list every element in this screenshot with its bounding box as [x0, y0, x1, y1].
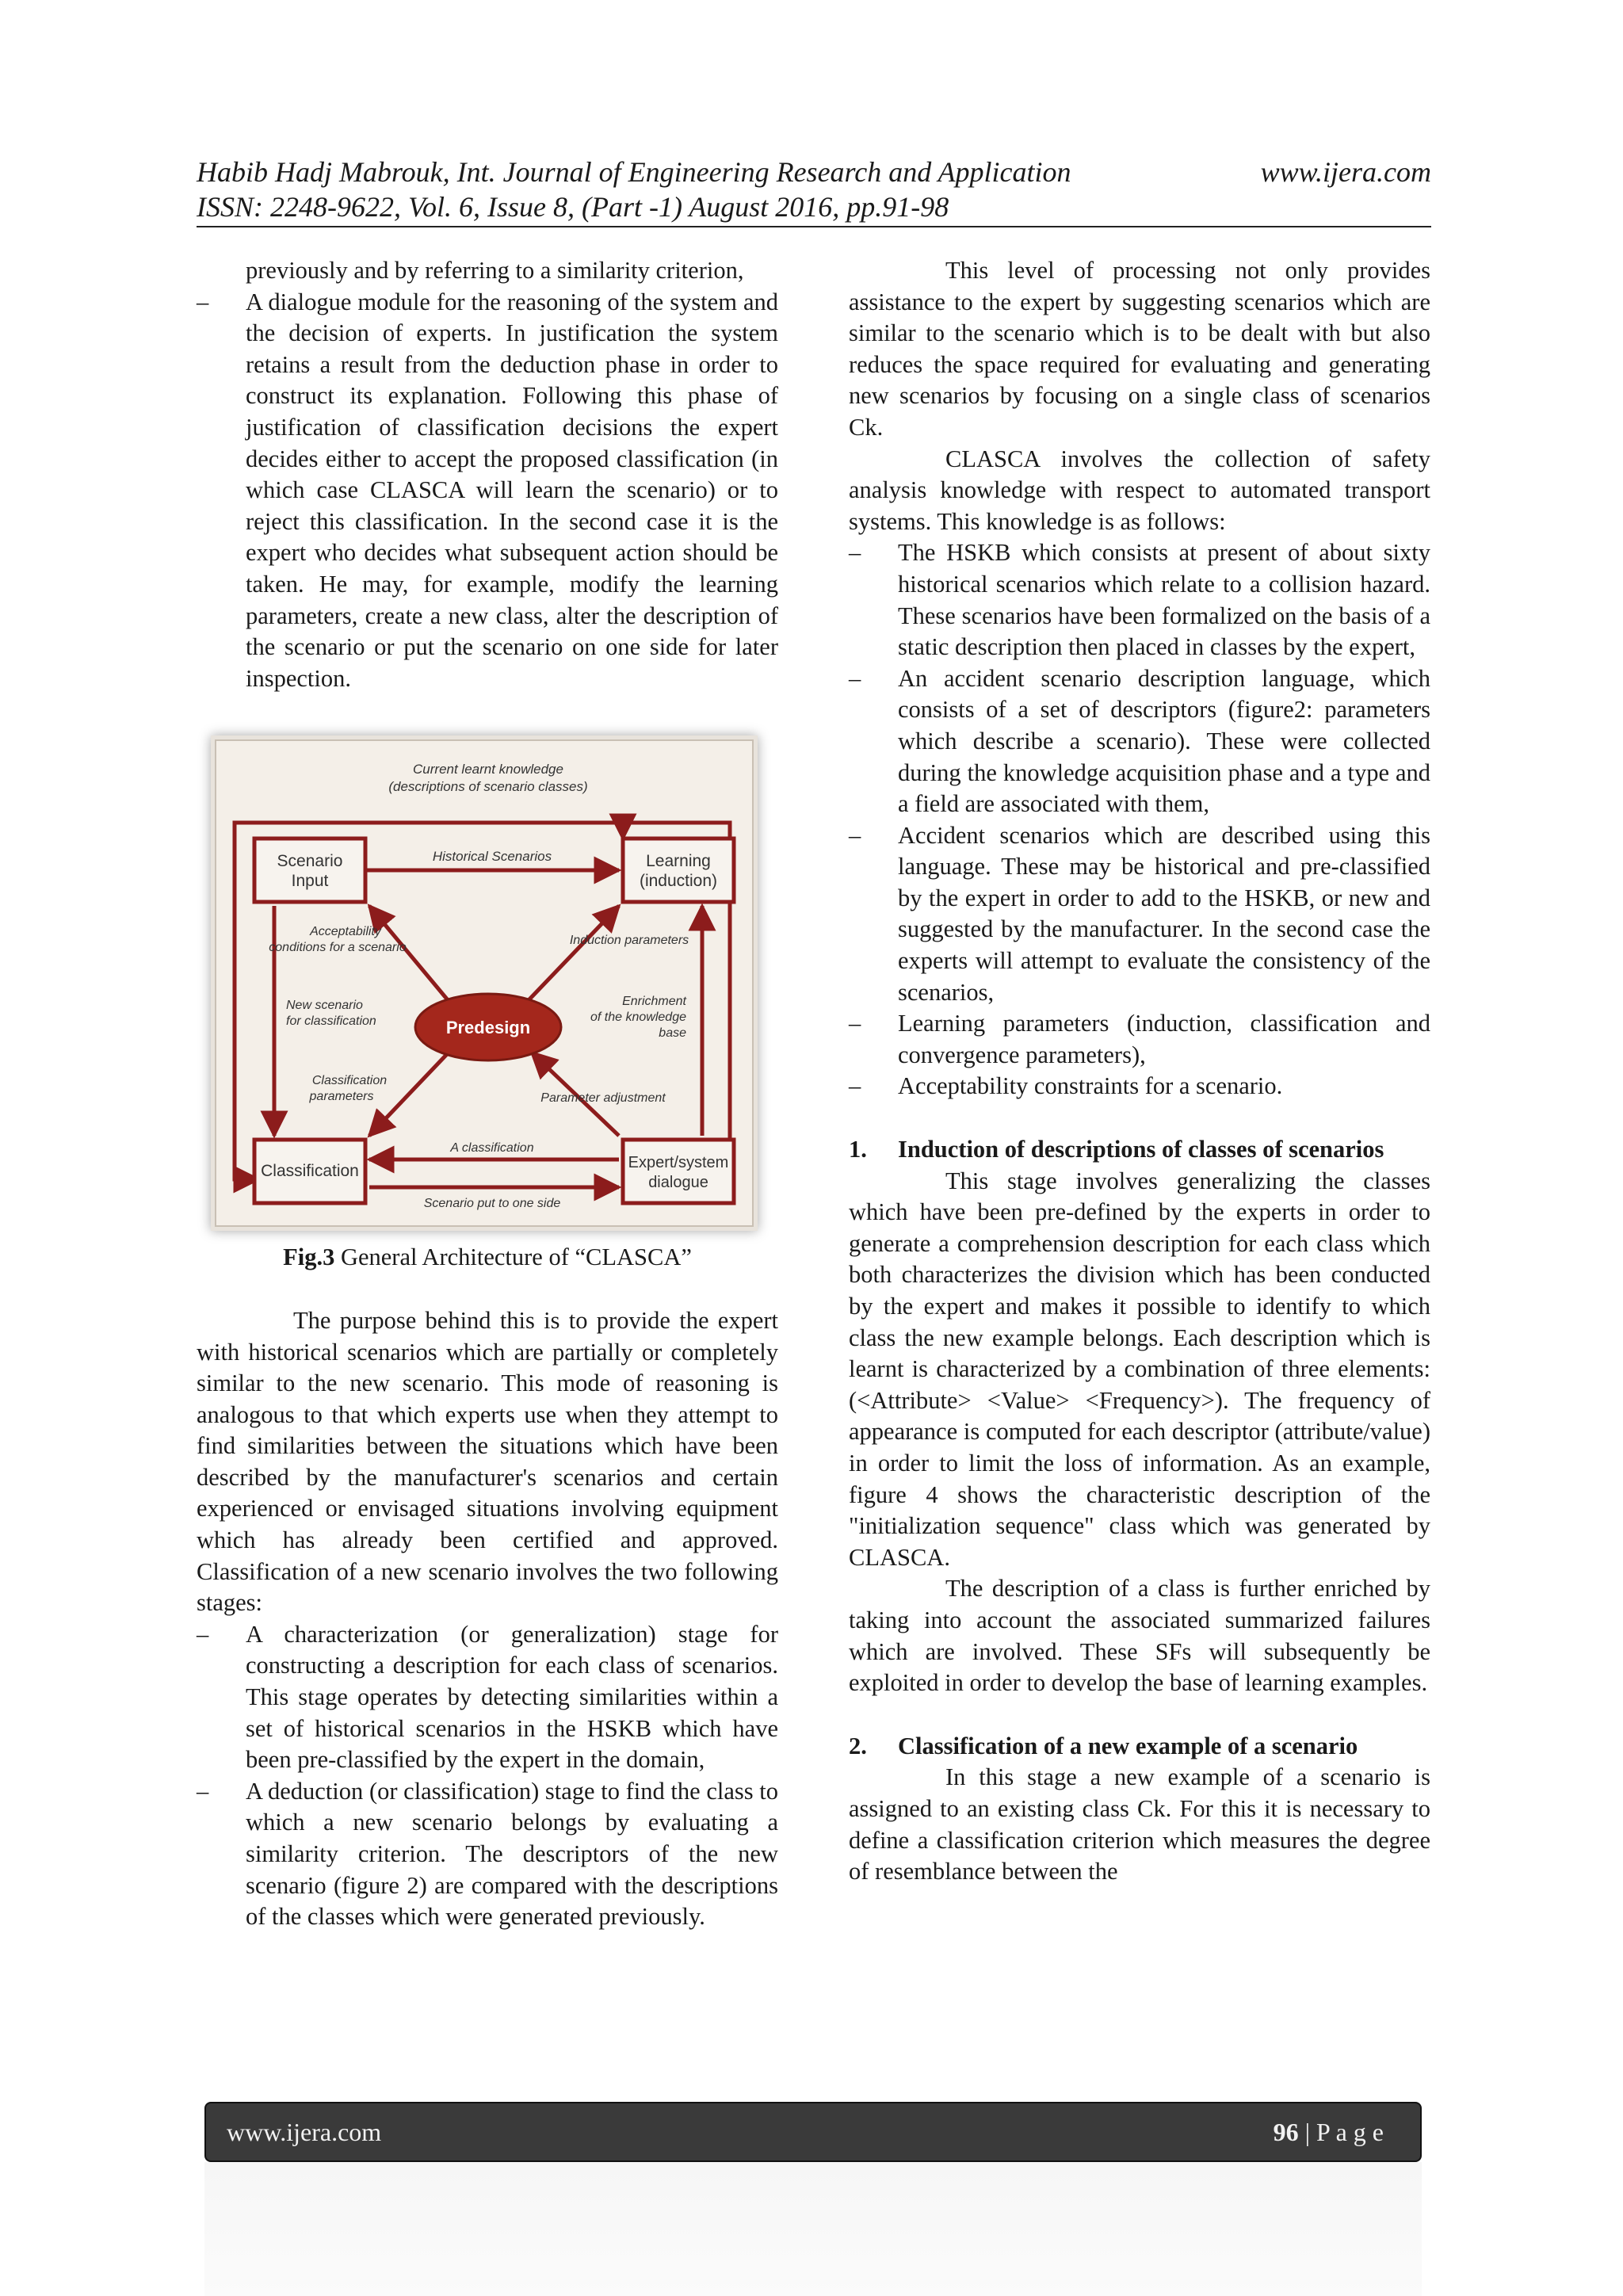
svg-text:Scenario: Scenario — [277, 852, 343, 871]
paragraph-class-enrichment: The description of a class is further enriched by taking into account the associated summarized failures which are involved. These SFs will subsequently be exploited in order to develop the base of learning examples. — [849, 1575, 1430, 1697]
paragraph-induction-stage: This stage involves generalizing the classes which have been pre-defined by the experts in order to generate a comprehension description for each class which both characterizes the division which has been conducted by the expert and makes it possible to identify to which class the new example belongs. Each description which is learnt is characterized by a combination of three elements: (<Attribute> <Value> <Frequency>). The frequency of appearance is computed for each descriptor (attribute/value) in order to limit the loss of information. As an example, figure 4 shows the characteristic description of the "initialization sequence" class which was generated by CLASCA. — [849, 1167, 1430, 1571]
svg-text:for classification: for classification — [286, 1014, 376, 1029]
svg-text:dialogue: dialogue — [648, 1174, 708, 1192]
bullet-accident-scenarios: – Accident scenarios which are described using this language. These may be historical and pre-classified by the expert in order to add to the HSKB, or new and suggested by the manufacturer. In the second case the experts will attempt to evaluate the consistency of the scenarios, — [849, 821, 1430, 1006]
learning-box — [623, 839, 734, 902]
left-column — [197, 255, 778, 1933]
dash-marker: – — [197, 1620, 209, 1648]
dash-marker: – — [849, 1072, 861, 1100]
svg-text:Acceptability: Acceptability — [310, 925, 381, 939]
svg-text:Learning: Learning — [646, 852, 711, 871]
dash-marker: – — [849, 539, 861, 567]
svg-text:parameters: parameters — [309, 1090, 374, 1104]
svg-text:Classification: Classification — [261, 1162, 359, 1181]
dash-marker: – — [849, 821, 861, 849]
right-column — [849, 255, 1430, 1888]
bullet-characterization-stage: – A characterization (or generalization) stage for constructing a description for each class of scenarios. This stage operates by detecting similarities within a set of historical scenarios in the HSKB which have been pre-classified by the expert in the domain, — [197, 1620, 778, 1774]
bullet-acceptability-constraints: – Acceptability constraints for a scenario. — [849, 1071, 1430, 1102]
expert-dialogue-box — [623, 1140, 734, 1203]
continued-bullet-text: previously and by referring to a similarity criterion, — [246, 257, 744, 284]
bullet-learning-parameters: – Learning parameters (induction, classification and convergence parameters), — [849, 1010, 1430, 1068]
svg-text:New scenario: New scenario — [286, 999, 363, 1013]
scenario-input-box — [254, 839, 365, 902]
svg-text:Input: Input — [291, 872, 329, 891]
running-header — [197, 155, 1431, 227]
bullet-hskb: – The HSKB which consists at present of about sixty historical scenarios which relate to a collision hazard. These scenarios have been formalized on the basis of a static description then placed in classes by the expert, — [849, 539, 1430, 661]
svg-text:A classification: A classification — [450, 1141, 534, 1156]
svg-text:Parameter adjustment: Parameter adjustment — [540, 1091, 666, 1106]
page-number: 96 | P a g e — [1273, 2117, 1384, 2146]
dash-marker: – — [849, 1010, 861, 1037]
section-heading-induction: 1. Induction of descriptions of classes of scenarios — [849, 1136, 1384, 1163]
footer-website-link[interactable]: www.ijera.com — [227, 2117, 382, 2146]
dash-marker: – — [197, 288, 209, 315]
page-footer — [204, 2102, 1422, 2162]
svg-text:Scenario put to one side: Scenario put to one side — [423, 1197, 561, 1211]
paragraph-clasca-knowledge: CLASCA involves the collection of safety analysis knowledge with respect to automated transport systems. This knowledge is as follows: — [849, 445, 1430, 535]
svg-text:conditions for a scenario: conditions for a scenario — [269, 941, 407, 955]
svg-text:Predesign: Predesign — [445, 1018, 531, 1038]
footer-shadow — [204, 2162, 1422, 2296]
header-website[interactable]: www.ijera.com — [1260, 156, 1431, 188]
svg-text:Classification: Classification — [311, 1074, 388, 1088]
architecture-diagram — [211, 735, 758, 1231]
paragraph-purpose: The purpose behind this is to provide the expert with historical scenarios which are partially or completely similar to the new scenario. This mode of reasoning is analogous to that which experts use when they attempt to find similarities between the situations which have been described by the manufacturer's scenarios and certain experienced or envisaged situations involving equipment which has already been certified and approved. Classification of a new scenario involves the two following stages: — [197, 1306, 778, 1617]
section-heading-classification: 2. Classification of a new example of a scenario — [849, 1732, 1358, 1759]
svg-text:Expert/system: Expert/system — [628, 1154, 729, 1172]
header-citation: Habib Hadj Mabrouk, Int. Journal of Engineering Research and Application — [197, 156, 1071, 188]
svg-text:Enrichment: Enrichment — [622, 995, 686, 1009]
header-issn: ISSN: 2248-9622, Vol. 6, Issue 8, (Part -1) August 2016, pp.91-98 — [197, 191, 949, 223]
paragraph-processing-level: This level of processing not only provides assistance to the expert by suggesting scenarios which are similar to the scenario which is to be dealt with but also reduces the space required for evaluating and generating new scenarios by focusing on a single class of scenarios Ck. — [849, 257, 1430, 441]
bullet-deduction-stage: – A deduction (or classification) stage to find the class to which a new scenario belongs by evaluating a similarity criterion. The descriptors of the new scenario (figure 2) are compared with the descriptions of the classes which were generated previously. — [197, 1777, 778, 1931]
svg-text:Induction parameters: Induction parameters — [569, 934, 689, 948]
bullet-dialogue-module: – A dialogue module for the reasoning of the system and the decision of experts. In justification the system retains a result from the deduction phase in order to construct its explanation. Following this phase of justification of classification decisions the expert decides either to accept the proposed classification (in which case CLASCA will learn the scenario) or to reject this classification. In the second case it is the expert who decides what subsequent action should be taken. He may, for example, modify the learning parameters, create a new class, alter the description of the scenario or put the scenario on one side for later inspection. — [197, 288, 778, 692]
figure-clasca-architecture — [211, 735, 758, 1231]
svg-text:of the knowledge: of the knowledge — [590, 1010, 686, 1025]
svg-text:Current learnt knowledge: Current learnt knowledge — [413, 762, 563, 777]
bullet-description-language: – An accident scenario description language, which consists of a set of descriptors (figure2: parameters which describe a scenario). These were collected during the knowledge acquisition phase and a type and a field are associated with them, — [849, 664, 1430, 818]
svg-text:(induction): (induction) — [639, 872, 718, 891]
svg-text:base: base — [659, 1026, 686, 1041]
svg-text:(descriptions of scenario clas: (descriptions of scenario classes) — [388, 779, 588, 795]
svg-text:Historical Scenarios: Historical Scenarios — [432, 849, 552, 865]
dash-marker: – — [197, 1777, 209, 1805]
dash-marker: – — [849, 664, 861, 692]
paragraph-classification-stage: In this stage a new example of a scenario is assigned to an existing class Ck. For this it is necessary to define a classification criterion which measures the degree of resemblance between the — [849, 1763, 1430, 1885]
figure-caption: Fig.3 General Architecture of “CLASCA” — [283, 1244, 692, 1271]
